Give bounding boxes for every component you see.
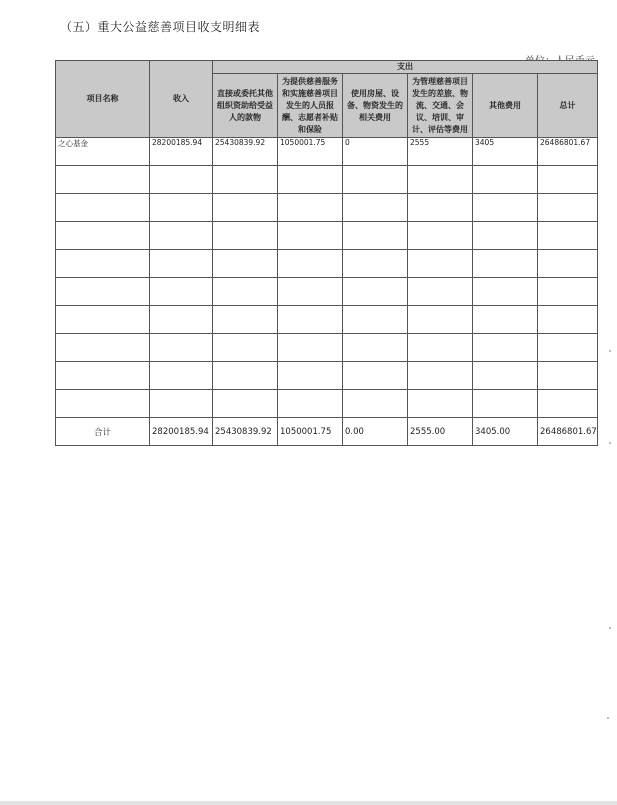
- cell-income: [150, 222, 213, 250]
- cell-income: [150, 278, 213, 306]
- cell-project-name: [56, 306, 150, 334]
- header-col-total: 总计: [538, 74, 598, 138]
- cell-value: [408, 250, 473, 278]
- cell-value: [473, 362, 538, 390]
- cell-total: [538, 194, 598, 222]
- header-col-personnel: 为提供慈善服务和实施慈善项目发生的人员报酬、志愿者补贴和保险: [278, 74, 343, 138]
- table-row: [56, 166, 598, 194]
- cell-value: [343, 194, 408, 222]
- charity-project-table: [55, 60, 598, 446]
- scan-speck: [609, 350, 611, 352]
- cell-value: [343, 222, 408, 250]
- cell-total: [538, 250, 598, 278]
- cell-value: [213, 306, 278, 334]
- cell-project-name: 之心基金: [56, 138, 150, 166]
- cell-value: [278, 166, 343, 194]
- header-expenditure: 支出: [213, 61, 598, 74]
- cell-total: [538, 222, 598, 250]
- total-row: [56, 418, 598, 446]
- scan-bottom-edge: [0, 801, 617, 805]
- cell-total: [538, 166, 598, 194]
- cell-value: [213, 334, 278, 362]
- cell-value: [278, 306, 343, 334]
- cell-value: [343, 166, 408, 194]
- table-row: [56, 194, 598, 222]
- table-row: [56, 390, 598, 418]
- cell-value: [278, 222, 343, 250]
- cell-value: [473, 334, 538, 362]
- cell-project-name: [56, 194, 150, 222]
- table-row: [56, 278, 598, 306]
- table-row: [56, 250, 598, 278]
- cell-total-label: 合计: [56, 418, 150, 446]
- cell-value: [408, 278, 473, 306]
- cell-value: [278, 390, 343, 418]
- cell-value: [213, 194, 278, 222]
- cell-project-name: [56, 222, 150, 250]
- cell-total-value: 3405.00: [473, 418, 538, 446]
- cell-income: [150, 390, 213, 418]
- cell-income: [150, 362, 213, 390]
- cell-income: 28200185.94: [150, 138, 213, 166]
- cell-value: [213, 250, 278, 278]
- table-row: [56, 222, 598, 250]
- cell-project-name: [56, 334, 150, 362]
- cell-income: [150, 306, 213, 334]
- cell-value: 1050001.75: [278, 138, 343, 166]
- cell-value: [278, 362, 343, 390]
- cell-value: [473, 194, 538, 222]
- header-col-other: 其他费用: [473, 74, 538, 138]
- cell-value: [408, 362, 473, 390]
- cell-value: [408, 166, 473, 194]
- cell-project-name: [56, 166, 150, 194]
- cell-value: [408, 334, 473, 362]
- cell-total-value: 25430839.92: [213, 418, 278, 446]
- cell-value: 2555: [408, 138, 473, 166]
- table-row: [56, 138, 598, 166]
- header-col-facilities: 使用房屋、设备、物资发生的相关费用: [343, 74, 408, 138]
- cell-value: [278, 278, 343, 306]
- cell-value: [213, 278, 278, 306]
- table-row: [56, 306, 598, 334]
- cell-total: [538, 362, 598, 390]
- cell-value: [343, 390, 408, 418]
- header-col-management: 为管理慈善项目发生的差旅、物流、交通、会议、培训、审计、评估等费用: [408, 74, 473, 138]
- cell-value: [473, 390, 538, 418]
- cell-total: [538, 306, 598, 334]
- cell-total-value: 0.00: [343, 418, 408, 446]
- document-title: （五）重大公益慈善项目收支明细表: [60, 20, 261, 34]
- cell-value: [473, 306, 538, 334]
- cell-grand-total: 26486801.67: [538, 418, 598, 446]
- header-project-name: 项目名称: [56, 61, 150, 138]
- cell-total: [538, 334, 598, 362]
- cell-income: [150, 166, 213, 194]
- cell-project-name: [56, 362, 150, 390]
- table-row: [56, 334, 598, 362]
- cell-value: [408, 222, 473, 250]
- cell-value: [343, 362, 408, 390]
- cell-total-value: 2555.00: [408, 418, 473, 446]
- cell-value: [343, 306, 408, 334]
- cell-value: [278, 334, 343, 362]
- scan-speck: [609, 627, 611, 629]
- cell-project-name: [56, 390, 150, 418]
- cell-value: [343, 250, 408, 278]
- cell-value: [213, 166, 278, 194]
- cell-value: [473, 278, 538, 306]
- cell-value: 3405: [473, 138, 538, 166]
- cell-value: [408, 306, 473, 334]
- cell-total-income: 28200185.94: [150, 418, 213, 446]
- scan-speck: [607, 717, 609, 719]
- cell-total: [538, 390, 598, 418]
- header-col-direct-aid: 直接或委托其他组织资助给受益人的款物: [213, 74, 278, 138]
- cell-value: [213, 362, 278, 390]
- cell-value: [408, 390, 473, 418]
- cell-value: [473, 166, 538, 194]
- cell-value: [343, 334, 408, 362]
- cell-total: 26486801.67: [538, 138, 598, 166]
- cell-value: [213, 222, 278, 250]
- cell-value: [278, 250, 343, 278]
- cell-total: [538, 278, 598, 306]
- cell-value: [278, 194, 343, 222]
- cell-project-name: [56, 250, 150, 278]
- scan-speck: [609, 442, 611, 444]
- table-row: [56, 362, 598, 390]
- cell-value: [408, 194, 473, 222]
- cell-total-value: 1050001.75: [278, 418, 343, 446]
- cell-value: [343, 278, 408, 306]
- cell-value: [473, 222, 538, 250]
- cell-value: [213, 390, 278, 418]
- header-income: 收入: [150, 61, 213, 138]
- cell-value: [473, 250, 538, 278]
- cell-value: 0: [343, 138, 408, 166]
- cell-income: [150, 194, 213, 222]
- cell-value: 25430839.92: [213, 138, 278, 166]
- cell-income: [150, 250, 213, 278]
- cell-income: [150, 334, 213, 362]
- cell-project-name: [56, 278, 150, 306]
